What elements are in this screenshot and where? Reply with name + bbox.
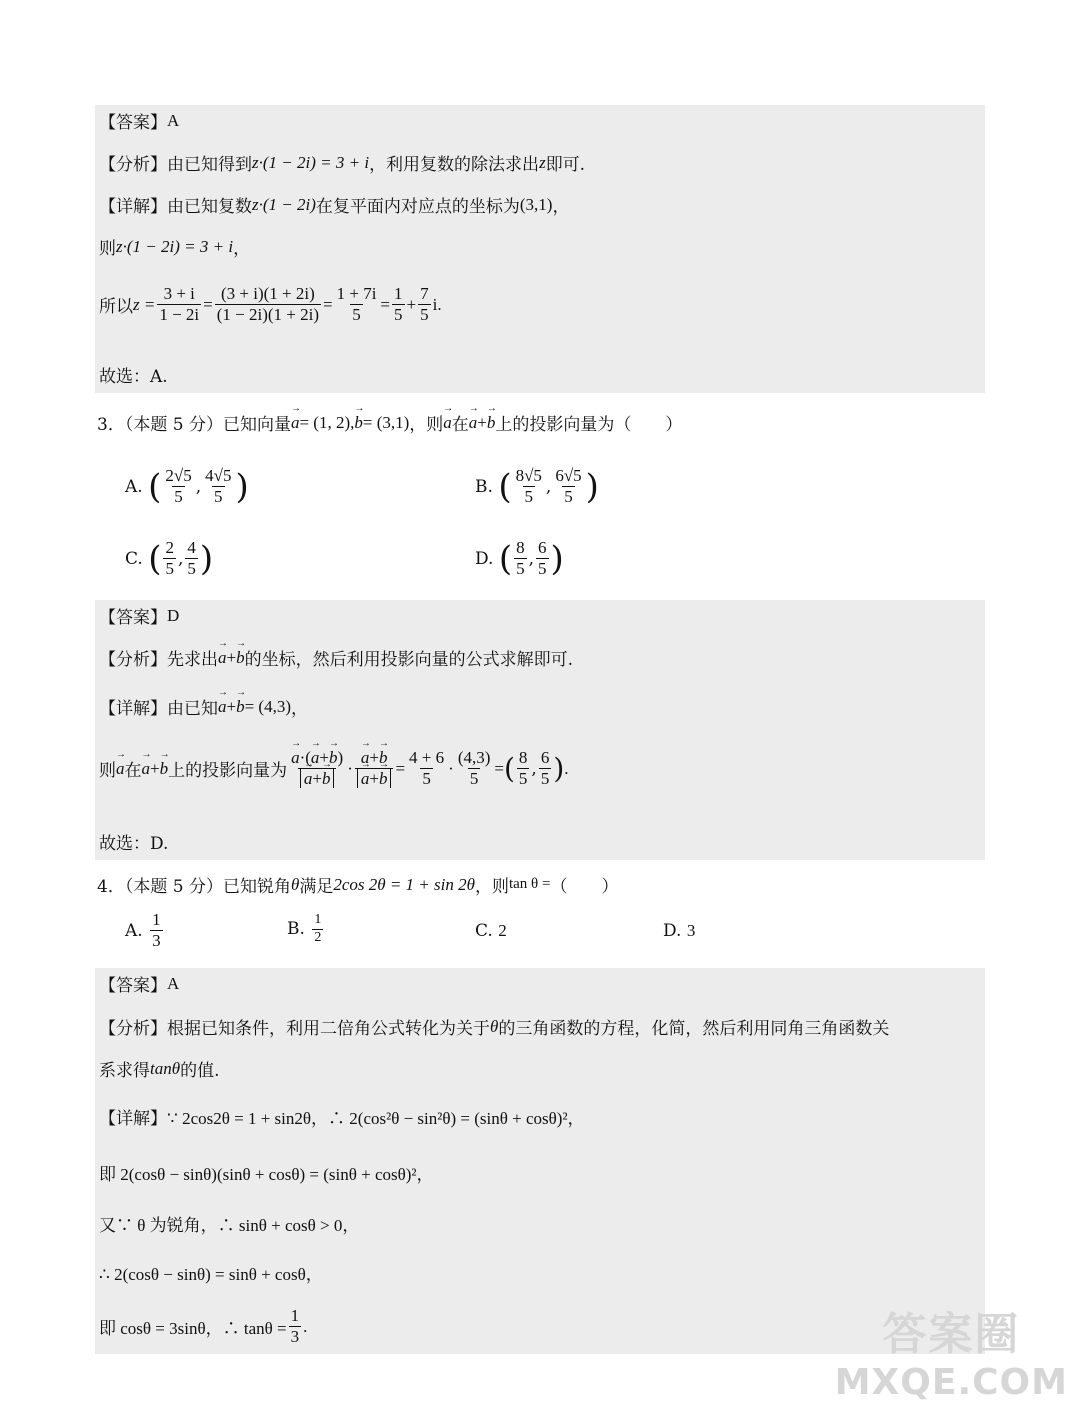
formula: 即 2(cosθ − sinθ)(sinθ + cosθ) = (sinθ + cosθ)²， [99,1165,434,1184]
option-label: B. [287,919,305,940]
analysis-label: 【分析】 [99,155,167,175]
stem-text: 上的投影向量为（ ） [495,415,683,435]
text: i. [432,294,442,314]
stem-text: （ ） [550,877,619,897]
watermark-cn: 答案圈 [882,1309,1021,1360]
analysis-text: 即可. [545,155,586,175]
detail-text: ， [552,197,570,217]
q4-detail [99,1104,585,1129]
q4-step-1 [99,1160,434,1185]
q4-option-b[interactable]: B. $\frac{1}{2}$ [287,912,322,945]
analysis-text: 的坐标，然后利用投影向量的公式求解即可. [244,650,573,670]
stem-text: 满足 [299,877,334,897]
formula: 又∵ θ 为锐角，∴ sinθ + cosθ > 0， [99,1216,360,1235]
text: 在 [124,761,142,782]
fraction: $\frac{(4,3)}{5}$ [457,748,491,789]
formula: z·(1 − 2i) = 3 + i [116,236,234,256]
formula: ∵ 2cos2θ = 1 + sin2θ，∴ 2(cos²θ − sin²θ) = (sinθ + cosθ)²， [167,1109,585,1128]
formula: tanθ [150,1058,181,1078]
vector-b: → b [487,413,496,433]
analysis-text: 系求得 [99,1061,150,1081]
analysis-text: ，利用复数的除法求出 [369,155,540,175]
q3-choose [99,829,168,854]
stem-text: 4．（本题 5 分）已知锐角 [97,877,291,897]
analysis-text: 根据已知条件，利用二倍角公式转化为关于 [167,1019,490,1039]
stem-text: 在 [451,415,469,435]
q4-stem [97,872,618,897]
option-label: B. [475,476,493,497]
analysis-label: 【分析】 [99,650,167,670]
fraction: $\frac{4 + 6}{5}$ [409,748,445,789]
analysis-text: 先求出 [167,650,218,670]
text: 则 [99,239,116,259]
formula: ∴ 2(cosθ − sinθ) = sinθ + cosθ， [99,1265,323,1284]
answer-value: A [167,110,180,130]
q3-option-b[interactable]: B. ( $\frac{8√5}{5}$ , $\frac{6√5}{5}$ ) [475,466,599,507]
q4-option-a[interactable]: A. $\frac{1}{3}$ [125,910,161,951]
fraction: $\frac{1}{5}$ [394,284,403,325]
answer-block-q3 [95,600,985,860]
vector-a: → a [291,413,300,433]
q4-option-d[interactable] [663,921,695,941]
q3-option-d[interactable]: D. ( $\frac{8}{5}$ , $\frac{6}{5}$ ) [475,538,564,579]
q3-answer [99,603,179,628]
text: ， [233,239,251,259]
q2-analysis [99,150,585,175]
text: 所以 [99,297,133,318]
fraction: → a+→ b → a+→ b [355,748,394,790]
vector-a: → a [469,413,478,433]
detail-label: 【详解】 [99,197,167,217]
vector-a-value: = (1, 2), [299,412,355,432]
formula: tan θ = [508,876,551,892]
detail-value: = (4,3) [244,696,292,716]
q3-option-c[interactable]: C. ( $\frac{2}{5}$ , $\frac{4}{5}$ ) [125,538,214,579]
option-label: A. [125,920,143,941]
option-label: A. [125,476,143,497]
q3-then: 则 → a 在 → a + → b 上的投影向量为 → a·(→ a+→ b) → a+→ b · → a+→ b → a+→ b = $\frac{4 + 6}{5}$ · $\frac{(4,3)}{5}$ = ( $\frac{8}{5}$ , $\frac{6}{5}$ ) . [99,748,569,790]
q3-stem: 3．（本题 5 分）已知向量 → a = (1, 2), → b = (3,1) ，则 → a 在 → a + → b 上的投影向量为（ ） [97,410,682,435]
q2-answer [99,108,179,133]
text: 则 [99,761,116,782]
q2-then [99,234,250,259]
stem-text: ，则 [409,415,444,435]
vector-b: → b [354,413,363,433]
q4-step-4: 即 cosθ = 3sinθ，∴ tanθ = $\frac{1}{3}$ . [99,1306,308,1347]
formula: 2cos 2θ = 1 + sin 2θ [333,874,475,894]
detail-text: ， [291,699,309,719]
point: (3,1) [519,194,553,214]
answer-value: D [167,605,180,625]
formula: z·(1 − 2i) [252,194,316,214]
option-label: D. [475,548,494,569]
fraction: $\frac{3 + i}{1 - 2i}$ [159,284,200,325]
answer-label: 【答案】 [99,608,167,628]
analysis-text: 的三角函数的方程，化简，然后利用同角三角函数关 [498,1019,890,1039]
formula: 即 cosθ = 3sinθ，∴ tanθ = [99,1319,287,1339]
variable: z [539,152,546,172]
fraction: $\frac{(3 + i)(1 + 2i)}{(1 - 2i)(1 + 2i)}$ [216,284,320,325]
q4-step-2 [99,1211,359,1236]
detail-label: 【详解】 [99,1109,167,1129]
option-label: C. [475,921,493,941]
fraction: $\frac{7}{5}$ [420,284,429,325]
choose-text: 故选：D. [99,834,169,854]
q2-so: 所以 z = $\frac{3 + i}{1 - 2i}$ = $\frac{(3 + i)(1 + 2i)}{(1 - 2i)(1 + 2i)}$ = $\frac{1 + 7i}{5}$ = $\frac{1}{5}$ + $\frac{7}{5}$ i. [99,284,442,325]
detail-text: 在复平面内对应点的坐标为 [315,197,520,217]
q2-choose [99,362,168,387]
q4-analysis [99,1014,889,1039]
answer-label: 【答案】 [99,976,167,996]
choose-text: 故选：A. [99,367,168,387]
analysis-text: 的值. [180,1061,220,1081]
watermark-en: MXQE.COM [834,1362,1068,1403]
vector-b-value: = (3,1) [362,412,410,432]
q4-option-c[interactable] [475,921,507,941]
detail-text: 由已知复数 [167,197,252,217]
q3-option-a[interactable]: A. ( $\frac{2√5}{5}$ , $\frac{4√5}{5}$ ) [125,466,249,507]
theta: θ [490,1016,499,1036]
answer-value: A [167,973,180,993]
fraction: $\frac{1 + 7i}{5}$ [336,284,377,325]
text: 上的投影向量为 [168,761,288,782]
option-label: C. [125,548,143,569]
analysis-label: 【分析】 [99,1019,167,1039]
q3-analysis: 【分析】 先求出 → a + → b 的坐标，然后利用投影向量的公式求解即可. [99,645,573,670]
theta: θ [290,874,300,894]
answer-label: 【答案】 [99,113,167,133]
option-value: 2 [498,921,507,940]
stem-text: 3．（本题 5 分）已知向量 [97,415,291,435]
q4-analysis-line2 [99,1056,219,1081]
analysis-text: 由已知得到 [167,155,252,175]
detail-label: 【详解】 [99,699,167,719]
q2-detail [99,192,569,217]
vector-a: → a [443,413,452,433]
fraction: → a·(→ a+→ b) → a+→ b [289,748,345,790]
q3-detail: 【详解】 由已知 → a + → b = (4,3) ， [99,694,308,719]
q4-answer [99,971,179,996]
stem-text: ，则 [474,877,509,897]
q4-step-3 [99,1260,323,1285]
option-value: 3 [686,921,696,940]
detail-text: 由已知 [167,699,218,719]
option-label: D. [663,921,682,941]
formula: z·(1 − 2i) = 3 + i [252,152,370,172]
watermark-logo [835,1298,1068,1403]
variable: z = [133,294,156,314]
